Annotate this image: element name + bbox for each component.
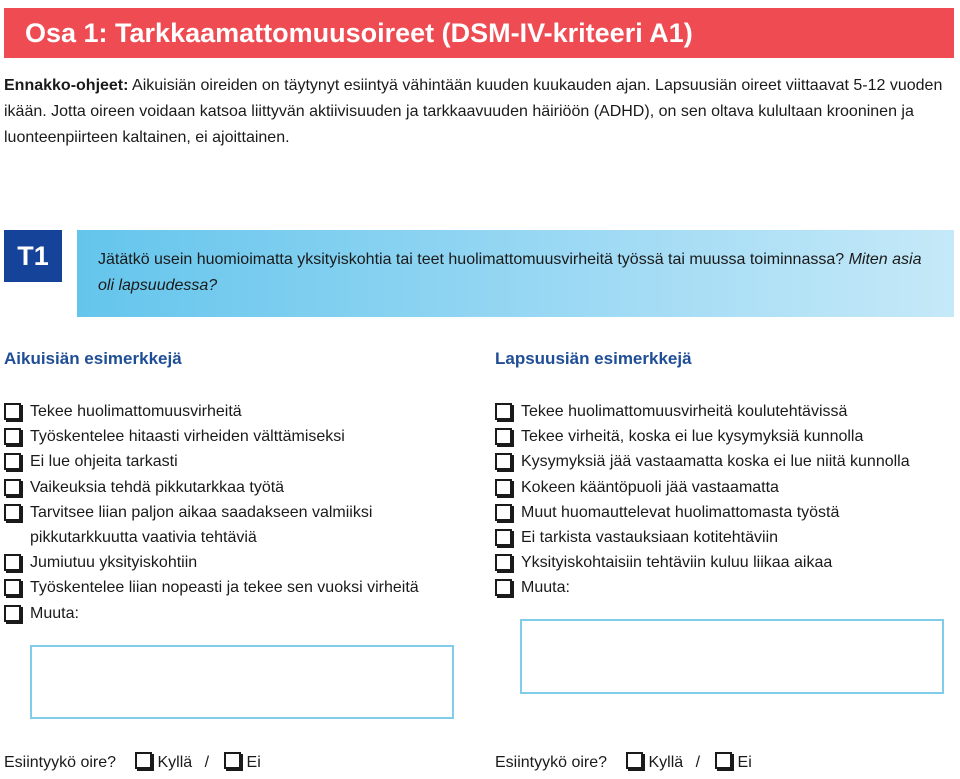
adult-yes-label: Kyllä [157,754,193,771]
child-yes-checkbox[interactable] [626,752,643,769]
adult-example-label: Vaikeuksia tehdä pikkutarkkaa työtä [30,478,285,496]
question-text: Jätätkö usein huomioimatta yksityiskohtia tai teet huolimattomuusvirheitä työssä tai muussa toiminnassa? [98,251,849,268]
adult-examples-title: Aikuisiän esimerkkejä [4,349,182,368]
checkbox[interactable] [495,403,512,420]
child-example-item[interactable] [495,449,957,474]
child-example-item[interactable] [495,424,957,449]
child-example-item[interactable] [495,500,957,525]
child-no-checkbox[interactable] [715,752,732,769]
checkbox[interactable] [4,504,21,521]
adult-answer-separator: / [204,754,210,771]
adult-example-item[interactable] [4,475,469,500]
checkbox[interactable] [495,479,512,496]
adult-example-label: Työskentelee liian nopeasti ja tekee sen vuoksi virheitä [30,579,419,597]
child-example-label: Kysymyksiä jää vastaamatta koska ei lue niitä kunnolla [521,453,910,471]
child-answer-separator: / [695,754,701,771]
adult-example-label: Työskentelee hitaasti virheiden välttämiseksi [30,428,345,446]
child-example-label: Muut huomauttelevat huolimattomasta työstä [521,503,840,521]
adult-example-item[interactable] [4,424,469,449]
adult-no-checkbox[interactable] [224,752,241,769]
checkbox[interactable] [4,428,21,445]
adult-example-item[interactable] [4,550,469,575]
section-title: Osa 1: Tarkkaamattomuusoireet (DSM-IV-kriteeri A1) [4,8,954,58]
child-example-label: Tekee virheitä, koska ei lue kysymyksiä kunnolla [521,428,864,446]
checkbox[interactable] [495,529,512,546]
question-badge: T1 [4,230,62,282]
adult-example-label: Tarvitsee liian paljon aikaa saadakseen valmiiksi pikkutarkkuutta vaativia tehtäviä [30,503,373,547]
checkbox[interactable] [4,554,21,571]
adult-example-item[interactable] [4,449,469,474]
adult-yes-checkbox[interactable] [135,752,152,769]
instructions [4,73,949,151]
checkbox[interactable] [4,479,21,496]
adult-examples-list [4,399,469,626]
adult-example-label: Muuta: [30,604,79,622]
checkbox[interactable] [4,605,21,622]
child-no-label: Ei [737,754,752,771]
child-symptom-answer [495,752,752,774]
instructions-text: Aikuisiän oireiden on täytynyt esiintyä vähintään kuuden kuukauden ajan. Lapsuusiän oireet viittaavat 5-12 vuoden ikään. Jotta oireen voidaan katsoa liittyvän aktiivisuuden ja tarkkaavuuden häiriöön (ADHD), on sen oltava kulultaan krooninen ja luonteenpiirteen kaltainen, ei ajoittainen. [4,77,943,146]
adult-no-label: Ei [246,754,261,771]
checkbox[interactable] [495,504,512,521]
child-example-item[interactable] [495,475,957,500]
checkbox[interactable] [495,453,512,470]
adult-example-item[interactable] [4,601,469,626]
checkbox[interactable] [495,579,512,596]
child-example-item[interactable] [495,399,957,424]
adult-answer-label: Esiintyykö oire? [4,754,117,771]
child-answer-label: Esiintyykö oire? [495,754,608,771]
checkbox[interactable] [4,403,21,420]
child-example-label: Ei tarkista vastauksiaan kotitehtäviin [521,529,779,547]
adult-example-label: Ei lue ohjeita tarkasti [30,453,178,471]
adult-example-item[interactable] [4,500,420,550]
child-example-label: Tekee huolimattomuusvirheitä koulutehtävissä [521,403,848,420]
checkbox[interactable] [495,554,512,571]
checkbox[interactable] [4,579,21,596]
child-example-item[interactable] [495,525,957,550]
checkbox[interactable] [4,453,21,470]
question-italic: Miten asia oli lapsuudessa? [98,251,922,294]
checkbox[interactable] [495,428,512,445]
child-example-label: Yksityiskohtaisiin tehtäviin kuluu liikaa aikaa [521,554,833,572]
child-examples-title: Lapsuusiän esimerkkejä [495,349,692,368]
child-other-textarea[interactable] [520,619,944,694]
adult-other-textarea[interactable] [30,645,454,719]
child-examples-list [495,399,957,601]
adult-example-item[interactable] [4,399,469,424]
child-yes-label: Kyllä [648,754,684,771]
child-example-label: Kokeen kääntöpuoli jää vastaamatta [521,478,779,496]
question-box [77,230,954,317]
child-example-label: Muuta: [521,579,570,597]
child-example-item[interactable] [495,575,957,600]
child-example-item[interactable] [495,550,957,575]
adult-example-item[interactable] [4,575,469,600]
instructions-label: Ennakko-ohjeet: [4,77,129,94]
adult-symptom-answer [4,752,261,774]
adult-example-label: Jumiutuu yksityiskohtiin [30,554,198,572]
adult-example-label: Tekee huolimattomuusvirheitä [30,403,242,420]
